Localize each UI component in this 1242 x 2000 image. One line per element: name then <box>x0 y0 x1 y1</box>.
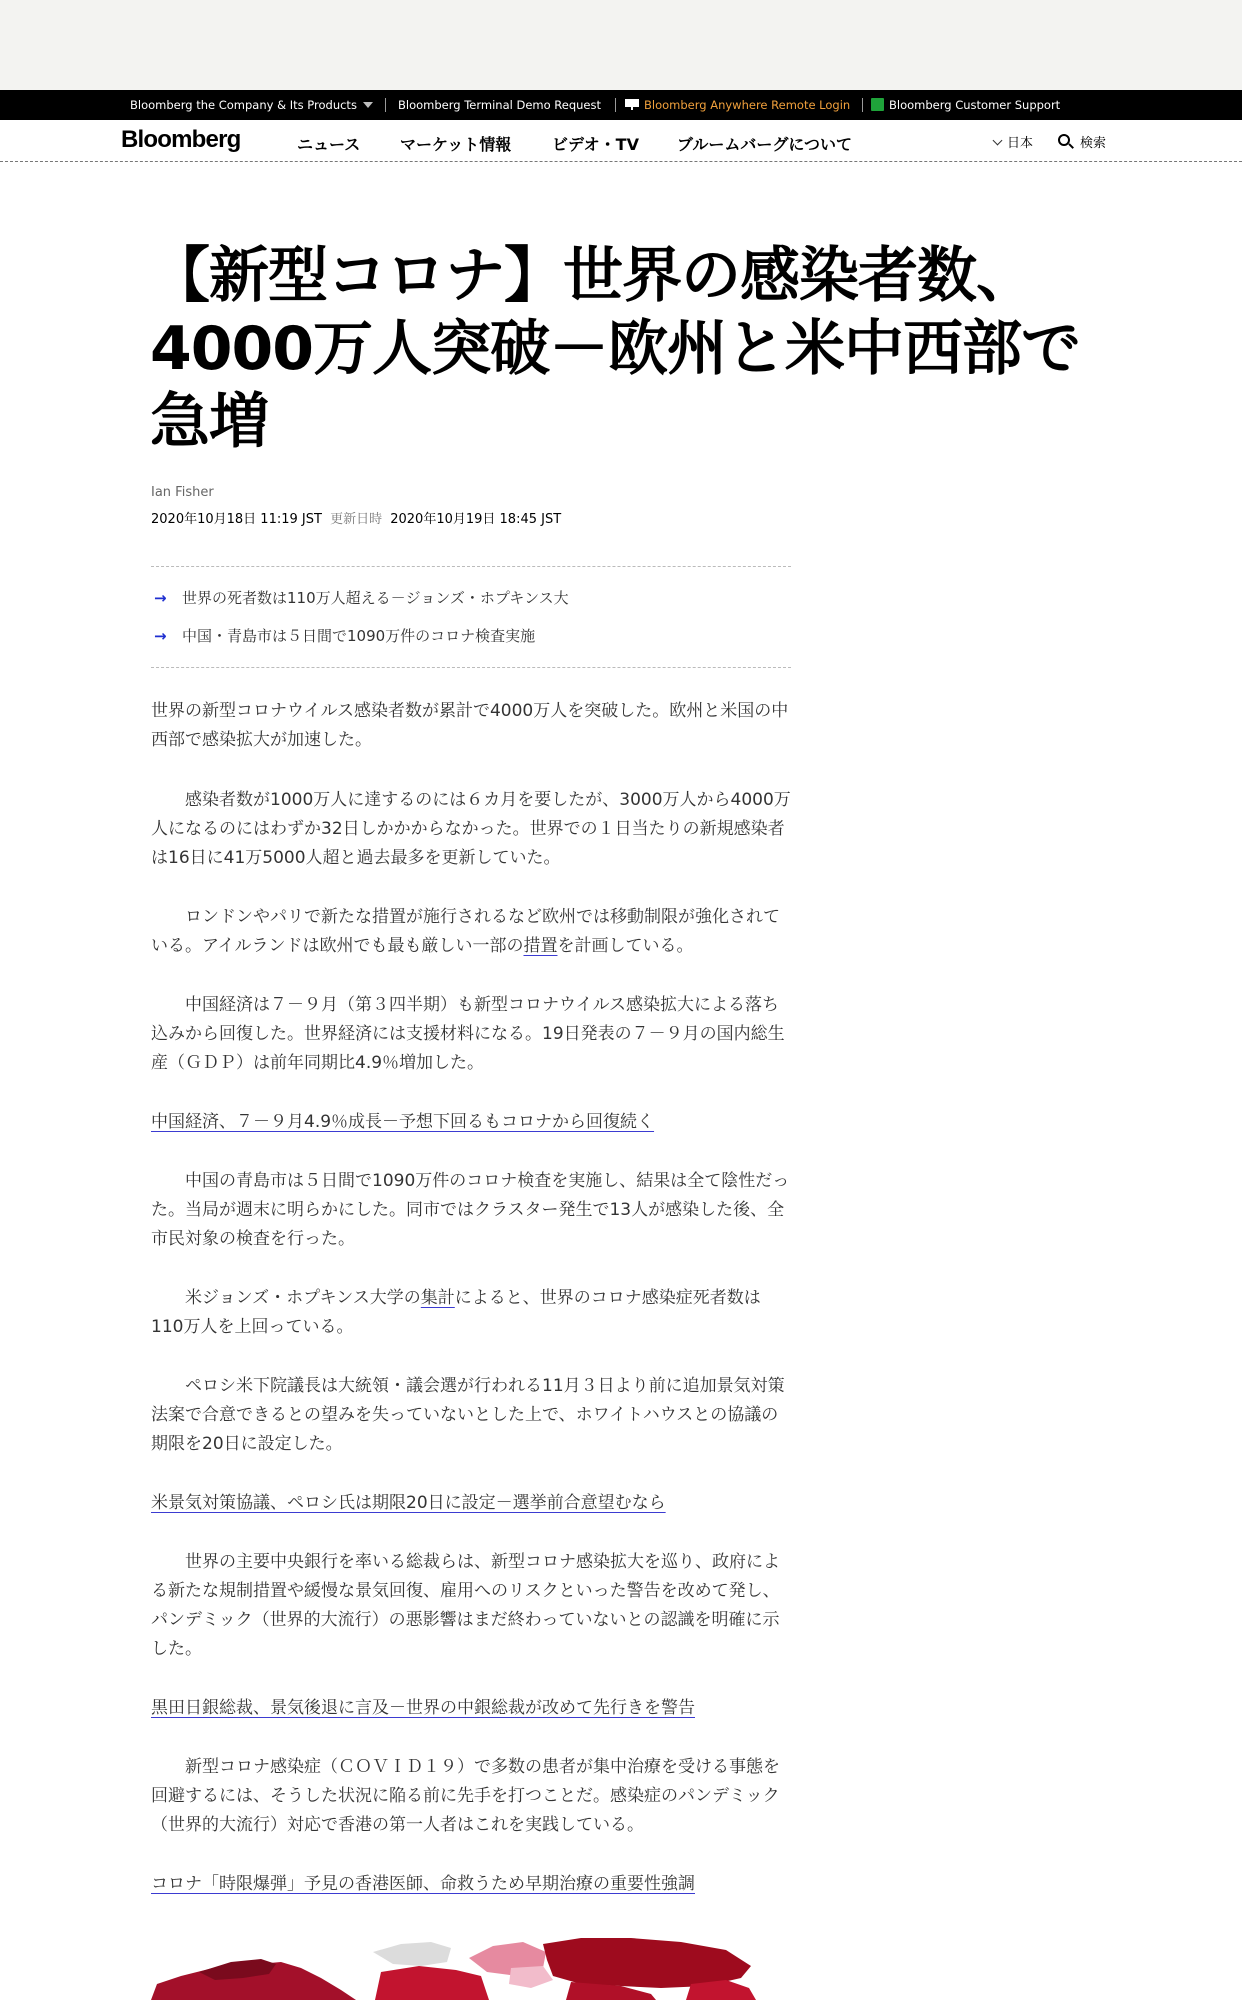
support-icon <box>871 98 884 111</box>
article-paragraph: 感染者数が1000万人に達するのには６カ月を要したが、3000万人から4000万人になるのにはわずか32日しかかからなかった。世界での１日当たりの新規感染者は16日に41万5000人超と過去最多を更新していた。 <box>151 790 791 868</box>
summary-item <box>151 587 569 608</box>
world-map-graphic <box>151 1932 771 2000</box>
main-navigation <box>0 120 1242 162</box>
caret-down-icon <box>363 102 373 108</box>
article-paragraph: 中国経済は７－９月（第３四半期）も新型コロナウイルス感染拡大による落ち込みから回復した。世界経済には支援材料になる。19日発表の７－９月の国内総生産（ＧＤＰ）は前年同期比4.9％増加した。 <box>151 995 785 1073</box>
world-map-image <box>151 1932 771 2000</box>
article-paragraph: 世界の新型コロナウイルス感染者数が累計で4000万人を突破した。欧州と米国の中西部で感染拡大が加速した。 <box>151 701 789 750</box>
paragraph-text: 米ジョンズ・ホプキンス大学の <box>185 1288 421 1308</box>
ad-banner-area <box>0 0 1242 90</box>
article-paragraph <box>151 1284 791 1342</box>
article-dates <box>151 508 561 527</box>
author-byline[interactable]: Ian Fisher <box>151 485 214 500</box>
terminal-demo-link[interactable]: Bloomberg Terminal Demo Request <box>398 98 602 112</box>
bloomberg-logo[interactable]: Bloomberg <box>121 126 241 153</box>
summary-item <box>151 625 535 646</box>
search-icon <box>1058 134 1074 150</box>
related-article-link[interactable]: コロナ「時限爆弾」予見の香港医師、命救うため早期治療の重要性強調 <box>151 1874 695 1894</box>
language-selector[interactable] <box>994 132 1033 151</box>
article-paragraph <box>151 903 791 961</box>
customer-support-label: Bloomberg Customer Support <box>889 98 1061 112</box>
nav-item-video-tv[interactable]: ビデオ・TV <box>552 135 639 154</box>
nav-item-about[interactable]: ブルームバーグについて <box>677 135 853 154</box>
nav-item-markets[interactable]: マーケット情報 <box>400 135 512 154</box>
measures-link[interactable]: 措置 <box>523 936 558 956</box>
search-label: 検索 <box>1080 136 1107 151</box>
divider <box>615 98 616 112</box>
published-date: 2020年10月18日 11:19 JST <box>151 512 322 527</box>
monitor-icon <box>625 99 639 110</box>
divider <box>385 98 386 112</box>
arrow-right-icon: → <box>154 627 167 645</box>
search-button[interactable] <box>1058 132 1106 151</box>
related-article-link[interactable]: 中国経済、７－９月4.9％成長－予想下回るもコロナから回復続く <box>151 1112 655 1132</box>
anywhere-login-link[interactable] <box>625 90 850 120</box>
language-label: 日本 <box>1007 136 1034 151</box>
arrow-right-icon: → <box>154 589 167 607</box>
updated-label: 更新日時 <box>330 512 383 527</box>
paragraph-text: ロンドンやパリで新たな措置が施行されるなど欧州では移動制限が強化されている。アイルランドは欧州でも最も厳しい一部の <box>151 907 780 956</box>
company-products-label: Bloomberg the Company & Its Products <box>130 98 357 112</box>
chevron-down-icon <box>993 136 1003 146</box>
updated-date: 2020年10月19日 18:45 JST <box>390 512 562 527</box>
summary-text: 世界の死者数は110万人超える－ジョンズ・ホプキンス大 <box>182 589 569 607</box>
nav-item-news[interactable]: ニュース <box>297 135 361 154</box>
related-article-link[interactable]: 黒田日銀総裁、景気後退に言及－世界の中銀総裁が改めて先行きを警告 <box>151 1698 695 1718</box>
top-utility-bar <box>0 90 1242 120</box>
paragraph-text: を計画している。 <box>557 936 694 956</box>
divider <box>862 98 863 112</box>
article-paragraph: 世界の主要中央銀行を率いる総裁らは、新型コロナ感染拡大を巡り、政府による新たな規制措置や緩慢な景気回復、雇用へのリスクといった警告を改めて発し、パンデミック（世界的大流行）の悪影響はまだ終わっていないとの認識を明確に示した。 <box>151 1552 780 1659</box>
article-headline: 【新型コロナ】世界の感染者数、4000万人突破－欧州と米中西部で急増 <box>150 241 1080 457</box>
article-paragraph: ペロシ米下院議長は大統領・議会選が行われる11月３日より前に追加景気対策法案で合意できるとの望みを失っていないとした上で、ホワイトハウスとの協議の期限を20日に設定した。 <box>151 1376 785 1454</box>
article-paragraph: 中国の青島市は５日間で1090万件のコロナ検査を実施し、結果は全て陰性だった。当局が週末に明らかにした。同市ではクラスター発生で13人が感染した後、全市民対象の検査を行った。 <box>151 1171 790 1249</box>
summary-text: 中国・青島市は５日間で1090万件のコロナ検査実施 <box>182 627 536 645</box>
customer-support-link[interactable] <box>871 90 1060 120</box>
company-products-menu[interactable] <box>130 90 373 120</box>
article-paragraph: 新型コロナ感染症（ＣＯＶＩＤ１９）で多数の患者が集中治療を受ける事態を回避するには、そうした状況に陥る前に先手を打つことだ。感染症のパンデミック（世界的大流行）対応で香港の第一人者はこれを実践している。 <box>151 1757 780 1835</box>
anywhere-login-label: Bloomberg Anywhere Remote Login <box>644 98 851 112</box>
article-summary <box>151 566 791 668</box>
tally-link[interactable]: 集計 <box>420 1288 455 1308</box>
paragraph-text: によると、世界のコロナ感染症死者数は110万人を上回っている。 <box>151 1288 761 1337</box>
related-article-link[interactable]: 米景気対策協議、ペロシ氏は期限20日に設定－選挙前合意望むなら <box>151 1493 666 1513</box>
